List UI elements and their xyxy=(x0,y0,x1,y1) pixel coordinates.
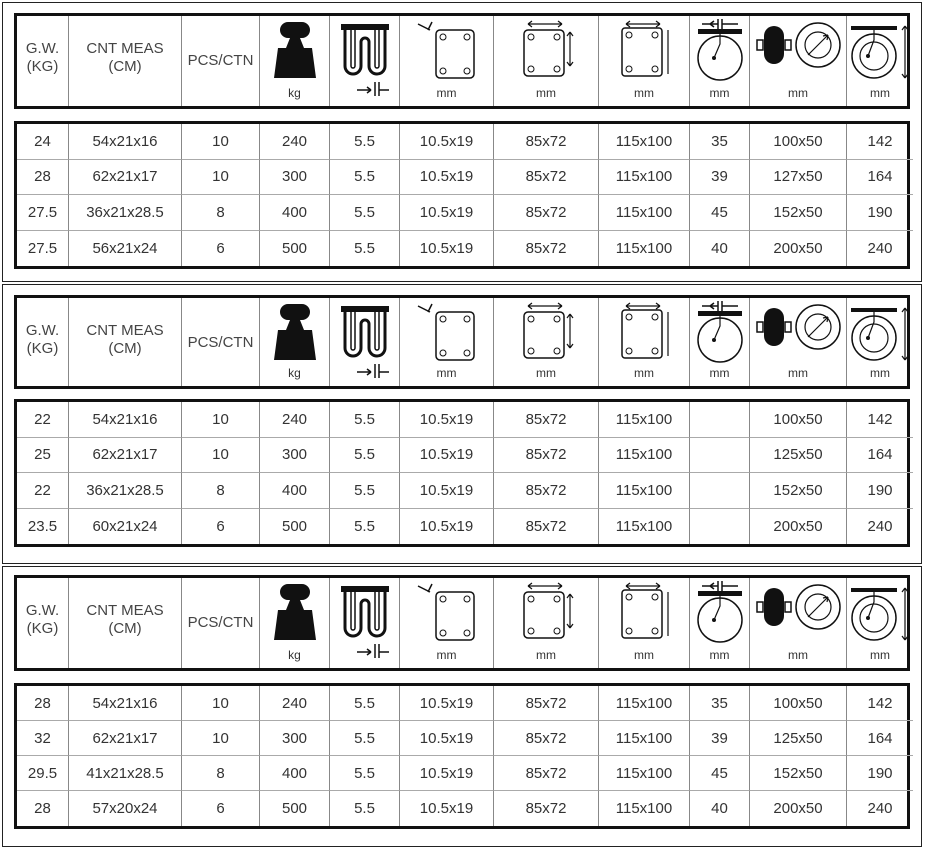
load-cell: 400 xyxy=(260,195,330,231)
bolt-spacing-unit: mm xyxy=(634,648,654,662)
gw-header xyxy=(17,16,69,106)
bolt-spacing-cell: 115x100 xyxy=(599,402,690,438)
wheel-size-cell: 100x50 xyxy=(750,686,847,721)
bolt-spacing-cell: 115x100 xyxy=(599,686,690,721)
pcs-ctn-label: PCS/CTN xyxy=(187,614,254,631)
bolt-hole-cell: 10.5x19 xyxy=(400,195,494,231)
plate-size-header xyxy=(494,578,599,668)
offset-cell: 39 xyxy=(690,160,750,196)
cnt-meas-label: CNT MEAS xyxy=(86,322,164,339)
plate-size-cell: 85x72 xyxy=(494,686,599,721)
bolt-hole-cell: 10.5x19 xyxy=(400,721,494,756)
height-unit: mm xyxy=(870,366,890,380)
pcs-ctn-cell: 10 xyxy=(182,686,260,721)
rail-cell: 5.5 xyxy=(330,438,400,474)
plate-size-cell: 85x72 xyxy=(494,721,599,756)
wheel-size-unit: mm xyxy=(788,86,808,100)
wheel-size-cell: 152x50 xyxy=(750,195,847,231)
plate-size-cell: 85x72 xyxy=(494,756,599,791)
cnt-meas-cell: 56x21x24 xyxy=(69,231,182,267)
plate-size-header xyxy=(494,298,599,386)
wheel-size-cell: 125x50 xyxy=(750,438,847,474)
load-cell: 240 xyxy=(260,402,330,438)
bolt-spacing-header xyxy=(599,298,690,386)
wheel-size-header xyxy=(750,578,847,668)
pcs-ctn-cell: 6 xyxy=(182,791,260,826)
wheel-size-icon xyxy=(750,580,846,646)
spec-panel-3 xyxy=(2,566,922,847)
cnt-meas-unit: (CM) xyxy=(108,620,142,637)
bolt-hole-cell: 10.5x19 xyxy=(400,509,494,545)
height-cell: 164 xyxy=(847,721,913,756)
rail-header xyxy=(330,298,400,386)
gw-cell: 28 xyxy=(17,791,69,826)
wheel-size-unit: mm xyxy=(788,366,808,380)
rail-cell: 5.5 xyxy=(330,231,400,267)
bolt-spacing-header xyxy=(599,16,690,106)
bolt-hole-icon xyxy=(400,300,493,366)
gw-header xyxy=(17,578,69,668)
offset-cell: 40 xyxy=(690,791,750,826)
rail-cell: 5.5 xyxy=(330,124,400,160)
height-header xyxy=(847,16,913,106)
cnt-meas-cell: 62x21x17 xyxy=(69,721,182,756)
wheel-size-header xyxy=(750,16,847,106)
weight-icon xyxy=(260,580,329,642)
data-table xyxy=(14,683,910,829)
offset-unit: mm xyxy=(709,86,730,100)
plate-size-unit: mm xyxy=(536,86,556,100)
bolt-spacing-unit: mm xyxy=(634,86,654,100)
bolt-hole-unit: mm xyxy=(436,648,457,662)
offset-cell xyxy=(690,473,750,509)
weight-icon xyxy=(260,18,329,80)
bolt-hole-icon xyxy=(400,18,493,84)
rail-cell: 5.5 xyxy=(330,160,400,196)
cnt-meas-cell: 54x21x16 xyxy=(69,124,182,160)
bolt-hole-unit: mm xyxy=(436,86,457,100)
rail-profile-icon xyxy=(330,300,399,378)
load-unit: kg xyxy=(288,366,301,380)
pcs-ctn-cell: 10 xyxy=(182,124,260,160)
bolt-spacing-cell: 115x100 xyxy=(599,473,690,509)
cnt-meas-label: CNT MEAS xyxy=(86,602,164,619)
pcs-ctn-header xyxy=(182,578,260,668)
offset-cell: 45 xyxy=(690,756,750,791)
bolt-spacing-icon xyxy=(599,580,689,646)
spec-panel-2 xyxy=(2,284,922,564)
gw-label: G.W. xyxy=(25,602,60,619)
cnt-meas-header xyxy=(69,16,182,106)
plate-size-cell: 85x72 xyxy=(494,160,599,196)
wheel-size-cell: 200x50 xyxy=(750,791,847,826)
cnt-meas-cell: 54x21x16 xyxy=(69,686,182,721)
rail-cell: 5.5 xyxy=(330,721,400,756)
plate-size-cell: 85x72 xyxy=(494,473,599,509)
load-cell: 400 xyxy=(260,473,330,509)
wheel-size-header xyxy=(750,298,847,386)
bolt-hole-cell: 10.5x19 xyxy=(400,438,494,474)
pcs-ctn-cell: 10 xyxy=(182,160,260,196)
load-header xyxy=(260,578,330,668)
plate-size-cell: 85x72 xyxy=(494,195,599,231)
load-cell: 300 xyxy=(260,160,330,196)
bolt-hole-icon xyxy=(400,580,493,646)
offset-icon xyxy=(690,18,749,84)
cnt-meas-header xyxy=(69,578,182,668)
rail-cell: 5.5 xyxy=(330,509,400,545)
bolt-hole-cell: 10.5x19 xyxy=(400,791,494,826)
offset-header xyxy=(690,298,750,386)
plate-size-unit: mm xyxy=(536,366,556,380)
gw-label: G.W. xyxy=(25,322,60,339)
height-cell: 190 xyxy=(847,756,913,791)
load-cell: 500 xyxy=(260,791,330,826)
gw-cell: 27.5 xyxy=(17,195,69,231)
offset-cell: 35 xyxy=(690,686,750,721)
gw-unit: (KG) xyxy=(26,620,59,637)
offset-header xyxy=(690,578,750,668)
height-cell: 190 xyxy=(847,195,913,231)
bolt-spacing-cell: 115x100 xyxy=(599,231,690,267)
bolt-hole-cell: 10.5x19 xyxy=(400,473,494,509)
wheel-size-icon xyxy=(750,18,846,84)
wheel-size-cell: 127x50 xyxy=(750,160,847,196)
load-cell: 400 xyxy=(260,756,330,791)
rail-header xyxy=(330,578,400,668)
bolt-spacing-cell: 115x100 xyxy=(599,124,690,160)
gw-cell: 27.5 xyxy=(17,231,69,267)
pcs-ctn-cell: 10 xyxy=(182,438,260,474)
gw-cell: 22 xyxy=(17,473,69,509)
bolt-hole-cell: 10.5x19 xyxy=(400,160,494,196)
height-cell: 142 xyxy=(847,402,913,438)
gw-cell: 25 xyxy=(17,438,69,474)
cnt-meas-unit: (CM) xyxy=(108,58,142,75)
load-header xyxy=(260,298,330,386)
cnt-meas-cell: 62x21x17 xyxy=(69,438,182,474)
bolt-hole-cell: 10.5x19 xyxy=(400,756,494,791)
gw-label: G.W. xyxy=(25,40,60,57)
rail-profile-icon xyxy=(330,580,399,658)
load-unit: kg xyxy=(288,648,301,662)
load-unit: kg xyxy=(288,86,301,100)
cnt-meas-header xyxy=(69,298,182,386)
bolt-hole-cell: 10.5x19 xyxy=(400,402,494,438)
data-table xyxy=(14,121,910,269)
bolt-spacing-cell: 115x100 xyxy=(599,791,690,826)
header-row xyxy=(14,13,910,109)
gw-cell: 32 xyxy=(17,721,69,756)
cnt-meas-cell: 62x21x17 xyxy=(69,160,182,196)
plate-size-header xyxy=(494,16,599,106)
bolt-hole-unit: mm xyxy=(436,366,457,380)
height-icon xyxy=(847,300,913,366)
height-cell: 164 xyxy=(847,160,913,196)
header-row xyxy=(14,295,910,389)
height-cell: 164 xyxy=(847,438,913,474)
height-header xyxy=(847,578,913,668)
bolt-spacing-header xyxy=(599,578,690,668)
load-cell: 300 xyxy=(260,721,330,756)
pcs-ctn-cell: 6 xyxy=(182,231,260,267)
plate-size-cell: 85x72 xyxy=(494,791,599,826)
height-header xyxy=(847,298,913,386)
rail-cell: 5.5 xyxy=(330,402,400,438)
height-cell: 240 xyxy=(867,239,893,257)
plate-size-cell: 85x72 xyxy=(494,509,599,545)
load-header xyxy=(260,16,330,106)
height-cell: 240 xyxy=(867,517,893,535)
gw-cell: 29.5 xyxy=(17,756,69,791)
weight-icon xyxy=(260,300,329,362)
gw-cell: 28 xyxy=(17,686,69,721)
gw-cell: 28 xyxy=(17,160,69,196)
bolt-hole-header xyxy=(400,16,494,106)
offset-header xyxy=(690,16,750,106)
data-table xyxy=(14,399,910,547)
bolt-spacing-cell: 115x100 xyxy=(599,438,690,474)
bolt-hole-header xyxy=(400,578,494,668)
cnt-meas-cell: 57x20x24 xyxy=(69,791,182,826)
gw-cell: 23.5 xyxy=(17,509,69,545)
offset-unit: mm xyxy=(709,648,730,662)
bolt-spacing-cell: 115x100 xyxy=(599,756,690,791)
rail-cell: 5.5 xyxy=(330,195,400,231)
bolt-spacing-unit: mm xyxy=(634,366,654,380)
offset-cell: 35 xyxy=(690,124,750,160)
offset-unit: mm xyxy=(709,366,730,380)
bolt-spacing-icon xyxy=(599,18,689,84)
pcs-ctn-cell: 10 xyxy=(182,402,260,438)
rail-cell: 5.5 xyxy=(330,791,400,826)
offset-cell: 40 xyxy=(690,231,750,267)
height-icon xyxy=(847,580,913,646)
wheel-size-cell: 100x50 xyxy=(750,124,847,160)
cnt-meas-label: CNT MEAS xyxy=(86,40,164,57)
wheel-size-cell: 200x50 xyxy=(750,509,847,545)
wheel-size-unit: mm xyxy=(788,648,808,662)
bolt-hole-cell: 10.5x19 xyxy=(400,231,494,267)
wheel-size-cell: 100x50 xyxy=(750,402,847,438)
pcs-ctn-cell: 10 xyxy=(182,721,260,756)
wheel-size-cell: 200x50 xyxy=(750,231,847,267)
pcs-ctn-cell: 8 xyxy=(182,195,260,231)
cnt-meas-cell: 54x21x16 xyxy=(69,402,182,438)
top-plate-size-icon xyxy=(494,18,598,84)
pcs-ctn-cell: 6 xyxy=(182,509,260,545)
height-icon xyxy=(847,18,913,84)
offset-cell xyxy=(690,402,750,438)
offset-icon xyxy=(690,580,749,646)
gw-header xyxy=(17,298,69,386)
offset-cell: 39 xyxy=(690,721,750,756)
cnt-meas-cell: 41x21x28.5 xyxy=(69,756,182,791)
bolt-spacing-cell: 115x100 xyxy=(599,160,690,196)
gw-unit: (KG) xyxy=(26,58,59,75)
wheel-size-cell: 152x50 xyxy=(750,756,847,791)
bolt-spacing-icon xyxy=(599,300,689,366)
top-plate-size-icon xyxy=(494,580,598,646)
cnt-meas-cell: 36x21x28.5 xyxy=(69,195,182,231)
pcs-ctn-cell: 8 xyxy=(182,756,260,791)
pcs-ctn-header xyxy=(182,16,260,106)
load-cell: 300 xyxy=(260,438,330,474)
rail-cell: 5.5 xyxy=(330,473,400,509)
bolt-spacing-cell: 115x100 xyxy=(599,195,690,231)
top-plate-size-icon xyxy=(494,300,598,366)
rail-header xyxy=(330,16,400,106)
offset-cell: 45 xyxy=(690,195,750,231)
rail-cell: 5.5 xyxy=(330,686,400,721)
wheel-size-icon xyxy=(750,300,846,366)
pcs-ctn-label: PCS/CTN xyxy=(187,334,254,351)
bolt-hole-cell: 10.5x19 xyxy=(400,124,494,160)
load-cell: 500 xyxy=(260,509,330,545)
height-cell: 190 xyxy=(847,473,913,509)
pcs-ctn-header xyxy=(182,298,260,386)
plate-size-cell: 85x72 xyxy=(494,438,599,474)
wheel-size-cell: 125x50 xyxy=(750,721,847,756)
offset-cell xyxy=(690,438,750,474)
height-unit: mm xyxy=(870,648,890,662)
offset-icon xyxy=(690,300,749,366)
plate-size-cell: 85x72 xyxy=(494,124,599,160)
pcs-ctn-label: PCS/CTN xyxy=(187,52,254,69)
height-unit: mm xyxy=(870,86,890,100)
bolt-hole-cell: 10.5x19 xyxy=(400,686,494,721)
header-row xyxy=(14,575,910,671)
plate-size-cell: 85x72 xyxy=(494,231,599,267)
plate-size-unit: mm xyxy=(536,648,556,662)
bolt-spacing-cell: 115x100 xyxy=(599,509,690,545)
gw-unit: (KG) xyxy=(26,340,59,357)
height-cell: 142 xyxy=(847,124,913,160)
cnt-meas-cell: 36x21x28.5 xyxy=(69,473,182,509)
wheel-size-cell: 152x50 xyxy=(750,473,847,509)
spec-panel-1 xyxy=(2,2,922,282)
load-cell: 240 xyxy=(260,686,330,721)
load-cell: 240 xyxy=(260,124,330,160)
bolt-hole-header xyxy=(400,298,494,386)
gw-cell: 22 xyxy=(17,402,69,438)
rail-profile-icon xyxy=(330,18,399,96)
gw-cell: 24 xyxy=(17,124,69,160)
bolt-spacing-cell: 115x100 xyxy=(599,721,690,756)
pcs-ctn-cell: 8 xyxy=(182,473,260,509)
cnt-meas-cell: 60x21x24 xyxy=(69,509,182,545)
height-cell: 142 xyxy=(847,686,913,721)
load-cell: 500 xyxy=(260,231,330,267)
height-cell: 240 xyxy=(867,800,893,817)
plate-size-cell: 85x72 xyxy=(494,402,599,438)
cnt-meas-unit: (CM) xyxy=(108,340,142,357)
rail-cell: 5.5 xyxy=(330,756,400,791)
offset-cell xyxy=(690,509,750,545)
